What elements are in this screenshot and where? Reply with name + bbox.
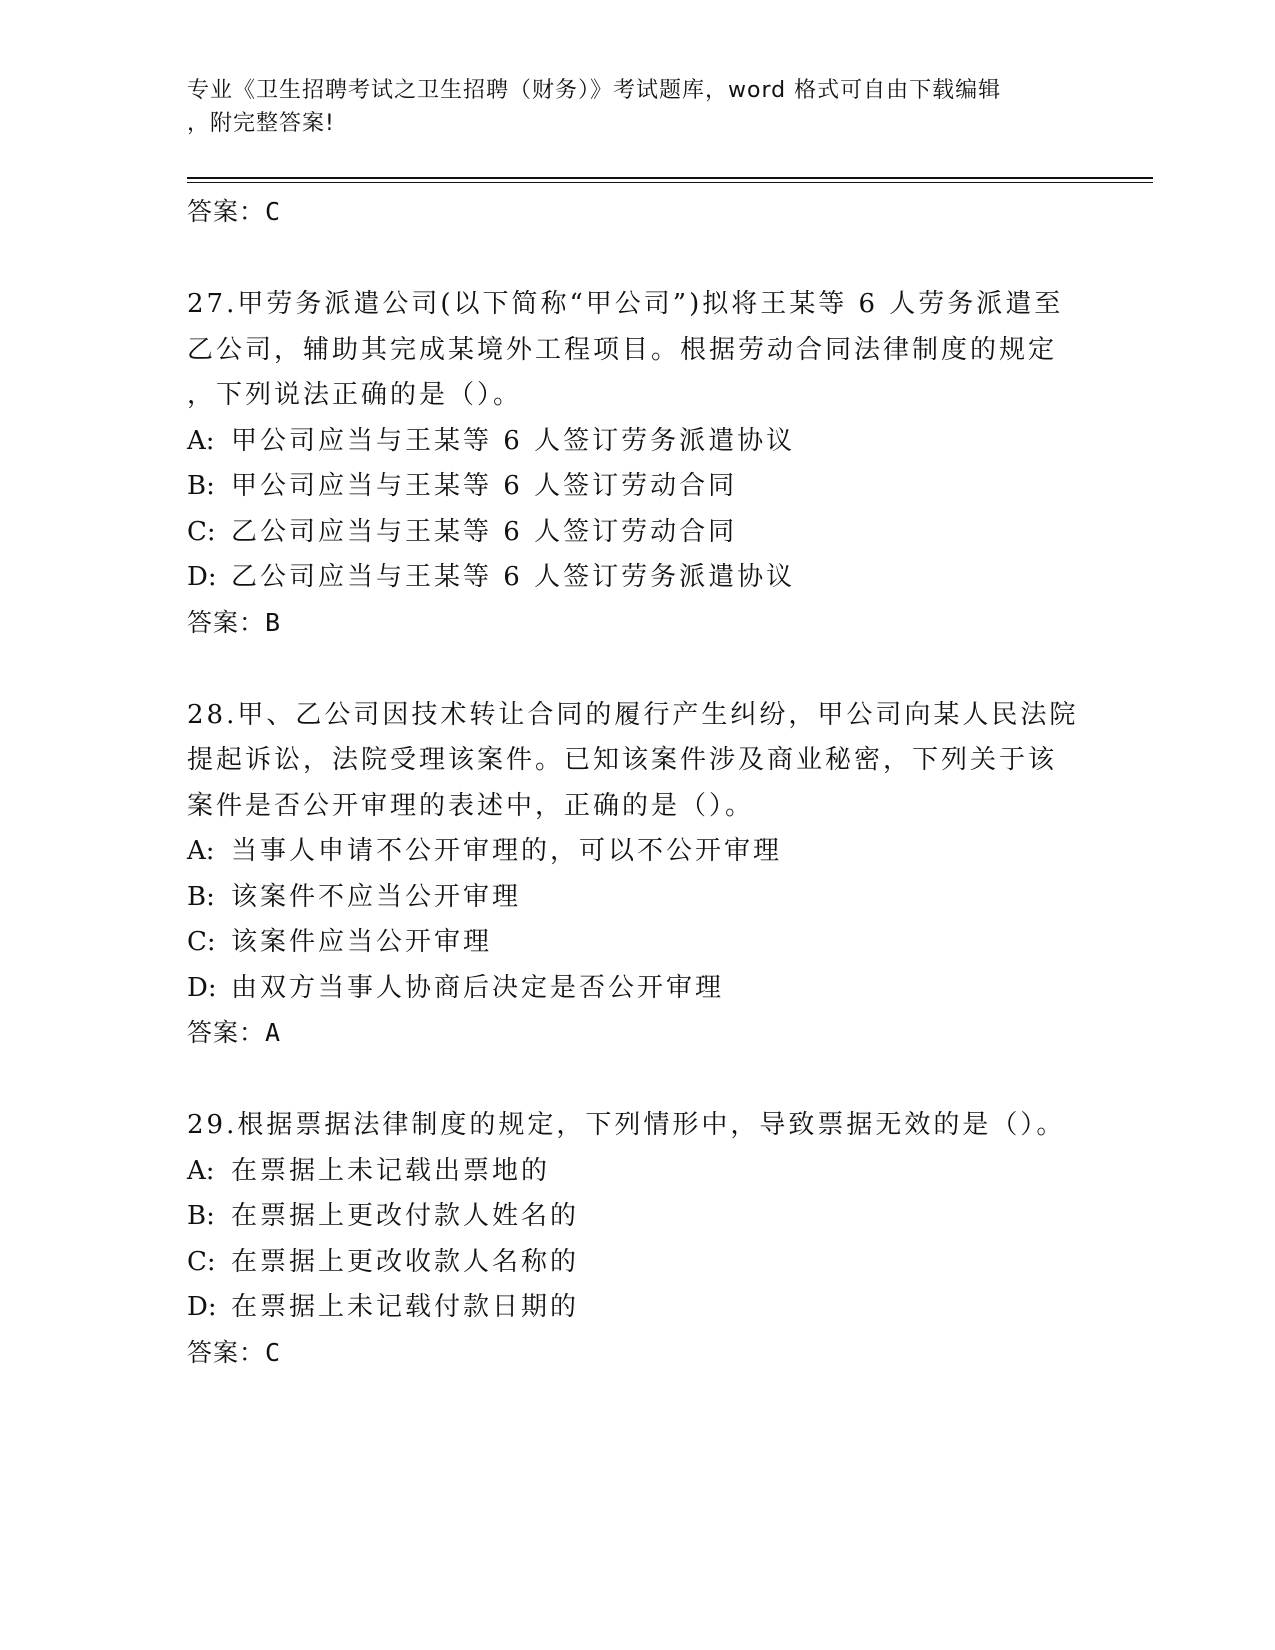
answer-label: 答案：	[187, 1337, 266, 1367]
answer-label: 答案：	[187, 1018, 266, 1047]
question-text-line: 28.甲、乙公司因技术转让合同的履行产生纠纷，甲公司向某人民法院	[187, 699, 1079, 730]
option-text: 由双方当事人协商后决定是否公开审理	[231, 972, 725, 1003]
option-b	[187, 875, 1087, 921]
option-letter: D:	[187, 1292, 217, 1322]
option-d	[187, 966, 1087, 1012]
option-text: 在票据上未记载付款日期的	[231, 1292, 580, 1322]
header-divider-thin	[187, 182, 1153, 183]
question-text-line: 乙公司，辅助其完成某境外工程项目。根据劳动合同法律制度的规定	[187, 334, 1058, 365]
option-text: 当事人申请不公开审理的，可以不公开审理	[231, 836, 783, 866]
option-d	[187, 555, 1087, 601]
answer-line	[187, 1331, 1087, 1375]
option-c	[187, 920, 1087, 966]
option-letter: A:	[187, 836, 215, 866]
option-letter: B:	[187, 471, 215, 501]
question-text-line: ，下列说法正确的是（）。	[187, 380, 523, 410]
option-letter: C:	[187, 1246, 216, 1277]
option-letter: B:	[187, 1201, 215, 1231]
answer-line	[187, 601, 1087, 645]
option-b	[187, 1194, 1087, 1240]
answer-value: B	[265, 607, 281, 637]
option-d	[187, 1285, 1087, 1331]
option-letter: C:	[187, 516, 216, 547]
answer-value: A	[265, 1018, 281, 1047]
option-c	[187, 510, 1087, 556]
option-text: 乙公司应当与王某等 6 人签订劳务派遣协议	[231, 562, 796, 592]
header-line-1: 专业《卫生招聘考试之卫生招聘（财务）》考试题库，word 格式可自由下载编辑	[187, 78, 1002, 103]
question-text-line: 提起诉讼，法院受理该案件。已知该案件涉及商业秘密，下列关于该	[187, 745, 1058, 775]
option-text: 在票据上更改付款人姓名的	[231, 1201, 580, 1231]
answer-value: C	[265, 197, 281, 226]
option-a	[187, 1149, 1087, 1195]
option-c	[187, 1240, 1087, 1286]
option-letter: A:	[187, 1155, 215, 1186]
option-letter: A:	[187, 425, 215, 456]
option-letter: C:	[187, 927, 216, 957]
question-text-line: 27.甲劳务派遣公司(以下简称“甲公司”)拟将王某等 6 人劳务派遣至	[187, 289, 1064, 319]
header-line-2: ，附完整答案!	[187, 111, 335, 136]
answer-line	[187, 190, 1087, 234]
page-header	[187, 74, 1067, 140]
question-text-line: 案件是否公开审理的表述中，正确的是（）。	[187, 790, 755, 821]
option-text: 乙公司应当与王某等 6 人签订劳动合同	[231, 516, 738, 547]
option-text: 在票据上未记载出票地的	[231, 1155, 551, 1186]
option-text: 该案件应当公开审理	[231, 927, 493, 957]
option-b	[187, 464, 1087, 510]
option-text: 在票据上更改收款人名称的	[231, 1246, 580, 1277]
question-block	[187, 1103, 1087, 1375]
option-letter: D:	[187, 972, 217, 1003]
question-text-line: 29.根据票据法律制度的规定，下列情形中，导致票据无效的是（）。	[187, 1110, 1066, 1140]
question-block	[187, 693, 1087, 1056]
option-letter: D:	[187, 562, 217, 592]
document-body	[187, 190, 1087, 1375]
question-block	[187, 282, 1087, 645]
option-letter: B:	[187, 881, 215, 912]
option-a	[187, 419, 1087, 465]
option-text: 甲公司应当与王某等 6 人签订劳动合同	[231, 471, 738, 501]
answer-label: 答案：	[187, 197, 266, 226]
answer-line	[187, 1011, 1087, 1055]
option-text: 甲公司应当与王某等 6 人签订劳务派遣协议	[231, 425, 796, 456]
option-a	[187, 829, 1087, 875]
option-text: 该案件不应当公开审理	[231, 881, 522, 912]
answer-label: 答案：	[187, 607, 266, 637]
header-divider-thick	[187, 177, 1153, 179]
answer-value: C	[265, 1337, 281, 1367]
